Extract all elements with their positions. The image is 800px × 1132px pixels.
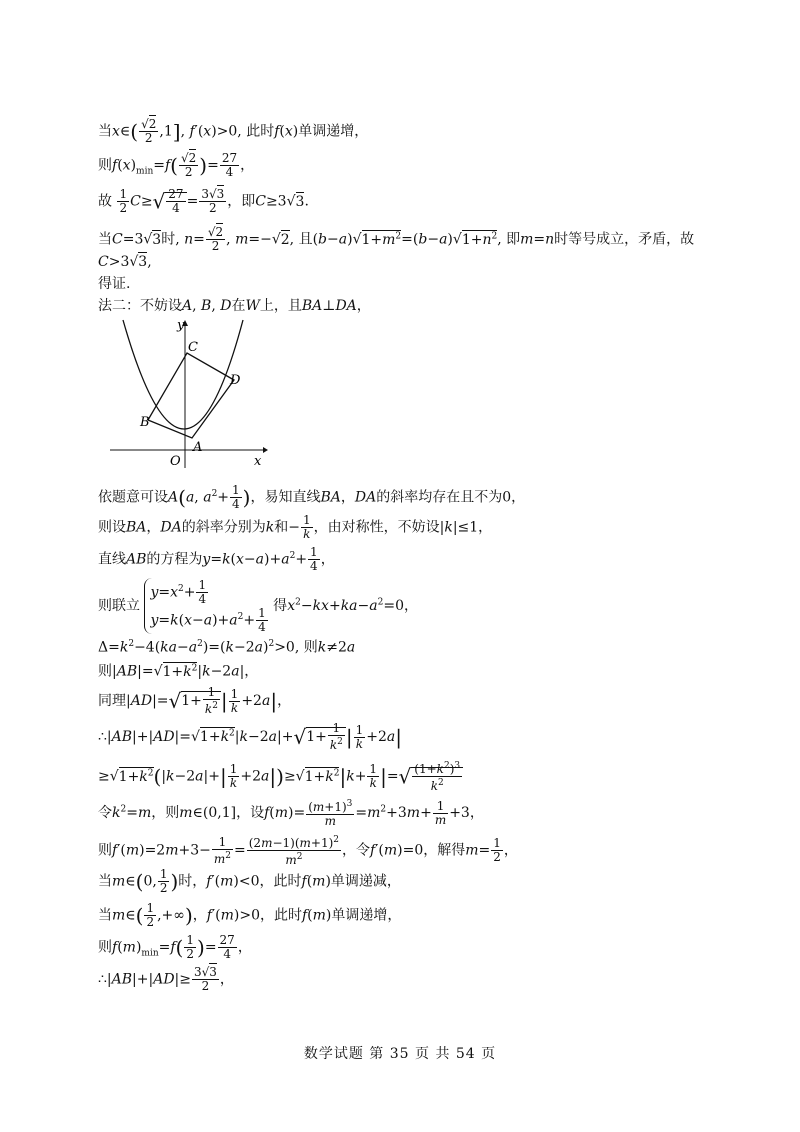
point-d-label: D [230,373,241,388]
text-line-5: C>3√3, [98,254,152,270]
text-line-10: 直线AB的方程为$y=k(x-a)+a^2+$ $\frac{1}{4}$ ， [98,545,335,574]
text-line-18: 则f′(m)=2m+3− $\frac{1}{m^2}$ = $\frac{(2m-1)(m+1)^2}{m^2}$ ，令f′(m)=0，解得m= $\frac{1}{2}$ ， [98,834,518,867]
text-line-15: $\therefore|AB|+|AD|=√1+k^2|k-2a|+√1+$ $\frac{1}{k^2}$ | $\frac{1}{k}$ +2a| [98,721,402,752]
text-line-6: 得证. [98,276,131,292]
point-c-label: C [188,340,198,355]
page-footer: 数学试题 第 35 页 共 54 页 [303,1046,497,1062]
y-axis-label: y [177,318,185,333]
text-line-4: 当C=3√3时, n= $\frac{√2}{2}$ , m=−√2, 且$(b-a)√1+m^2=(b-a)√1+n^2$, 即m=n时等号成立，矛盾，故 [98,225,695,254]
point-b-label: B [140,415,150,430]
text-line-3: 故 $\frac{1}{2}$ C≥√ $\frac{27}{4}$ = $\frac{3√3}{2}$ ，即C≥3√3. [98,187,309,215]
text-line-17: 令$k^2=m$，则m∈(0,1]，设f(m)= $\frac{(m+1)^3}{m}$ $=m^2+3m+$ $\frac{1}{m}$ +3， [98,798,484,828]
text-line-1: 当x∈( $\frac{√2}{2}$ ,1], f′(x)>0, 此时f(x)单调递增， [98,117,369,145]
text-line-22: ∴|AB|+|AD|≥ $\frac{3√3}{2}$ ， [98,965,234,993]
text-line-16: $\ge√1+k^2(|k-2a|+|$ $\frac{1}{k}$ $+2a|)\ge√1+k^2|k+$ $\frac{1}{k}$ |=√ $\frac{(1+k^2)^3}{k^2}$ [98,760,463,793]
text-line-19: 当m∈(0, $\frac{1}{2}$ )时，f′(m)<0，此时f(m)单调递减， [98,867,401,895]
point-a-label: A [193,440,203,455]
text-line-11: 则联立 $y=x^2+$ $\frac{1}{4}$ $y=k(x-a)+a^2+$ $\frac{1}{4}$ 得$x^2-kx+ka-a^2=0$， [98,578,418,635]
text-line-20: 当m∈( $\frac{1}{2}$ ,+∞)，f′(m)>0，此时f(m)单调递增， [98,901,402,929]
parabola-figure [108,318,268,470]
x-axis-label: x [254,454,262,469]
text-line-2: 则$f(x)_{min}=f$( $\frac{√2}{2}$ )= $\frac{27}{4}$ ， [98,151,255,179]
text-line-8: 依题意可设A(a, $a^2+$ $\frac{1}{4}$ )，易知直线BA，DA的斜率均存在且不为0， [98,483,526,512]
text-line-12: $\Delta=k^2-4(ka-a^2)=(k-2a)^2>0$, 则k≠2a [98,639,356,656]
text-line-13: 则$|AB|=√1+k^2|k-2a|$， [98,663,259,680]
text-line-21: 则$f(m)_{min}=f$( $\frac{1}{2}$ )= $\frac{27}{4}$ ， [98,933,252,961]
text-line-9: 则设BA，DA的斜率分别为k和− $\frac{1}{k}$ ，由对称性，不妨设|k|≤1， [98,513,493,541]
text-line-14: 同理|AD|=√1+ $\frac{1}{k^2}$ | $\frac{1}{k}$ +2a|， [98,685,292,716]
origin-label: O [170,454,181,469]
text-line-7: 法二：不妨设A, B, D在W上，且BA⊥DA， [98,298,371,314]
